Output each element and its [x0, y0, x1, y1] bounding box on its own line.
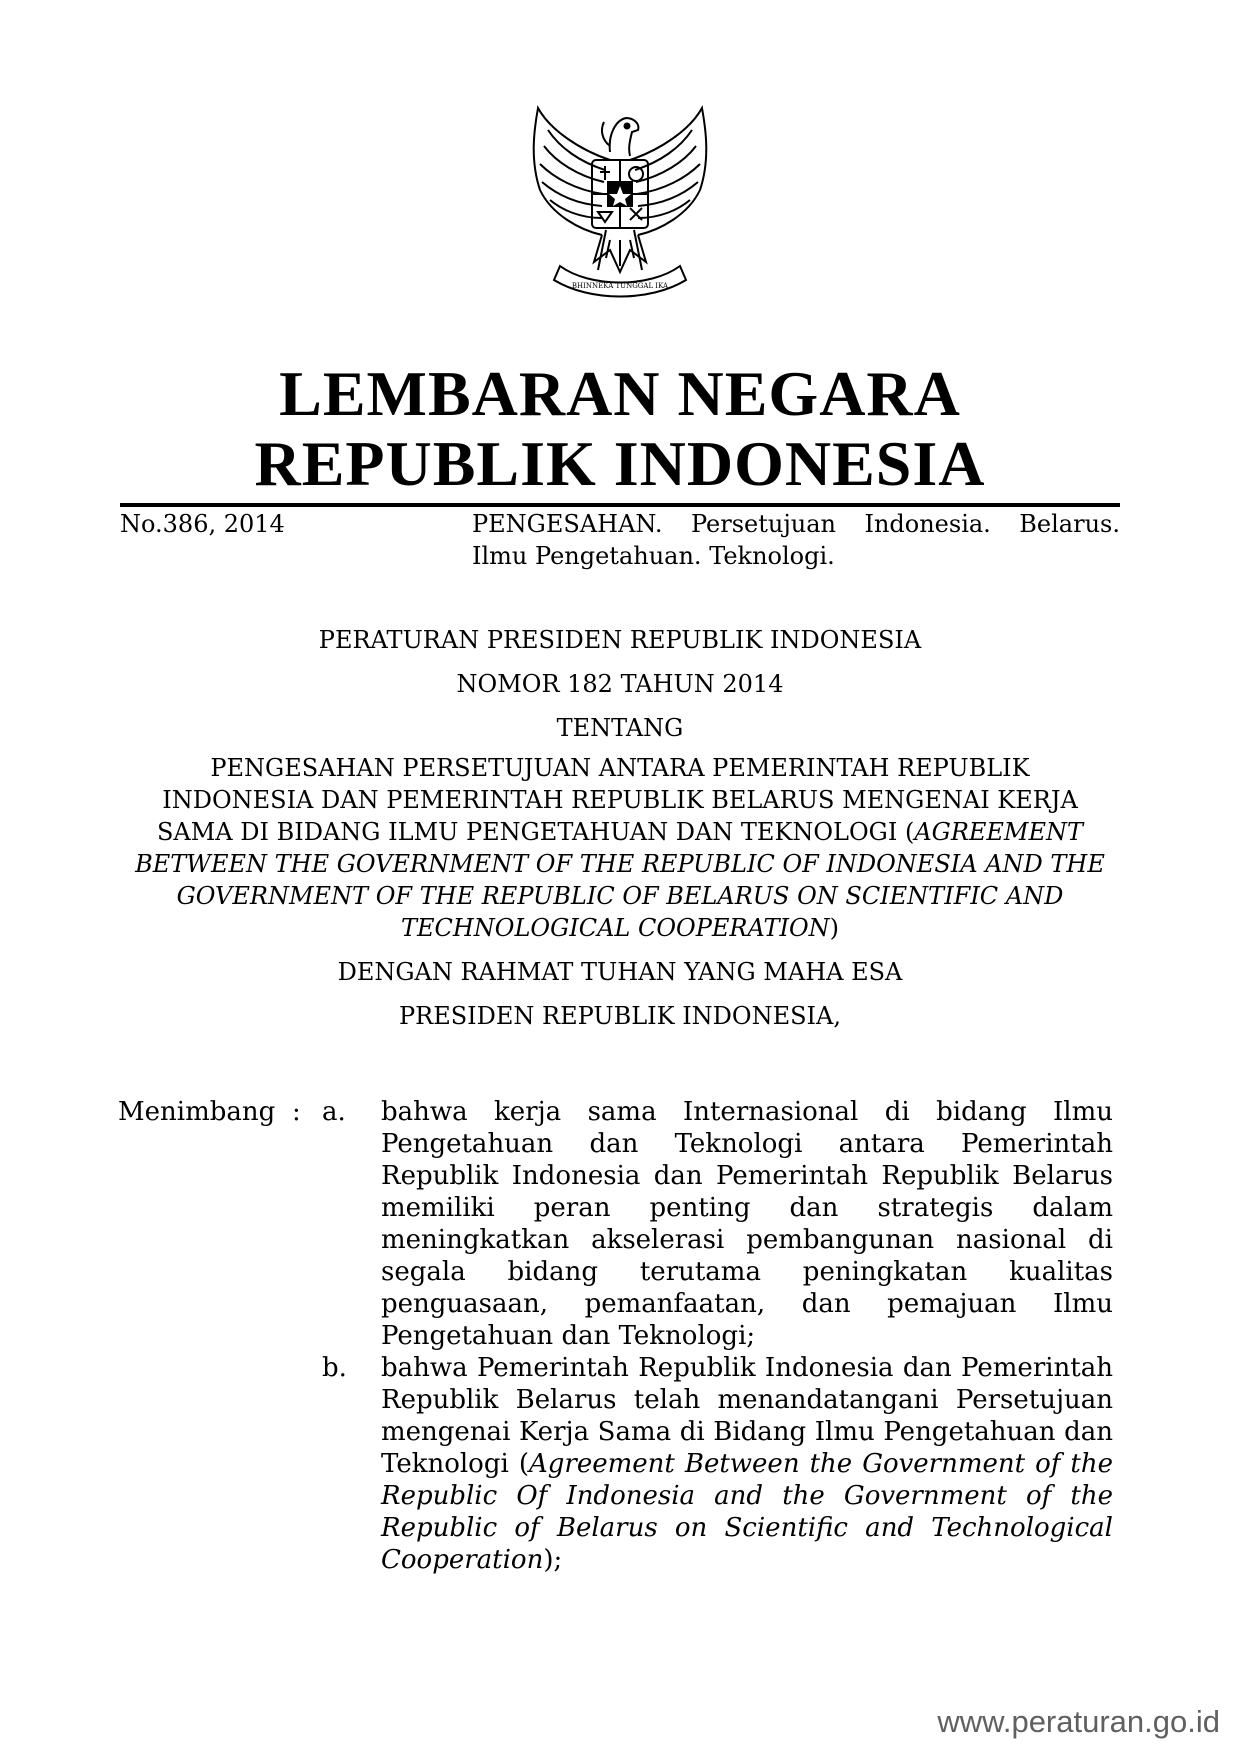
title-line: INDONESIA DAN PEMERINTAH REPUBLIK BELARUS MENGENAI KERJA [162, 786, 1078, 814]
clause-a [381, 1096, 1113, 1352]
clause-line: penguasaan, pemanfaatan, dan pemajuan Ilmu [381, 1289, 1113, 1319]
clause-line: meningkatkan akselerasi pembangunan nasional di [381, 1225, 1113, 1255]
regulation-title [120, 752, 1120, 944]
subject-line-1: PENGESAHAN. Persetujuan Indonesia. Belarus. [472, 510, 1120, 538]
clause-line: mengenai Kerja Sama di Bidang Ilmu Pengetahuan dan [381, 1417, 1113, 1447]
clause-line: bahwa kerja sama Internasional di bidang Ilmu [381, 1097, 1113, 1127]
masthead-rule [120, 503, 1120, 507]
regulation-number: NOMOR 182 TAHUN 2014 [456, 670, 784, 698]
title-line: BETWEEN THE GOVERNMENT OF THE REPUBLIC OF INDONESIA AND THE [135, 850, 1105, 878]
clause-line: Republik Belarus telah menandatangani Persetujuan [381, 1385, 1113, 1415]
title-line: SAMA DI BIDANG ILMU PENGETAHUAN DAN TEKNOLOGI (AGREEMENT [156, 818, 1084, 846]
masthead-line-1: LEMBARAN NEGARA [279, 358, 961, 429]
clause-line: Republic of Belarus on Scientific and Technological [381, 1513, 1113, 1543]
clause-line: Republic Of Indonesia and the Government of the [381, 1481, 1113, 1511]
clause-line: Pengetahuan dan Teknologi; [381, 1321, 756, 1351]
clause-b-marker: b. [322, 1353, 347, 1383]
garuda-emblem [510, 90, 730, 310]
title-line: PENGESAHAN PERSETUJUAN ANTARA PEMERINTAH REPUBLIK [210, 754, 1030, 782]
clause-line: Republik Indonesia dan Pemerintah Republik Belarus [381, 1161, 1113, 1191]
clause-line: bahwa Pemerintah Republik Indonesia dan Pemerintah [381, 1353, 1113, 1383]
subject-keywords [472, 508, 1120, 572]
clause-a-marker: a. [322, 1097, 346, 1127]
footer-url: www.peraturan.go.id [937, 1704, 1220, 1739]
considering-colon: : [292, 1097, 301, 1127]
regulation-about: TENTANG [556, 714, 684, 742]
title-line: TECHNOLOGICAL COOPERATION) [400, 914, 840, 942]
clause-line: memiliki peran penting dan strategis dalam [381, 1193, 1113, 1223]
considering-label: Menimbang [118, 1097, 276, 1127]
regulation-type: PERATURAN PRESIDEN REPUBLIK INDONESIA [318, 626, 922, 654]
grace-formula: DENGAN RAHMAT TUHAN YANG MAHA ESA [337, 958, 903, 986]
clause-line: Teknologi (Agreement Between the Government of the [381, 1449, 1113, 1479]
clause-line: Cooperation); [381, 1545, 563, 1575]
clause-line: segala bidang terutama peningkatan kualitas [381, 1257, 1113, 1287]
motto-text: BHINNEKA TUNGGAL IKA [571, 282, 669, 290]
clause-line: Pengetahuan dan Teknologi antara Pemerintah [381, 1129, 1113, 1159]
president-heading: PRESIDEN REPUBLIK INDONESIA, [398, 1002, 841, 1030]
issue-number: No.386, 2014 [120, 510, 285, 538]
subject-line-2: Ilmu Pengetahuan. Teknologi. [472, 542, 835, 570]
masthead-line-2: REPUBLIK INDONESIA [254, 428, 986, 499]
title-line: GOVERNMENT OF THE REPUBLIC OF BELARUS ON SCIENTIFIC AND [176, 882, 1064, 910]
clause-b [381, 1352, 1113, 1576]
